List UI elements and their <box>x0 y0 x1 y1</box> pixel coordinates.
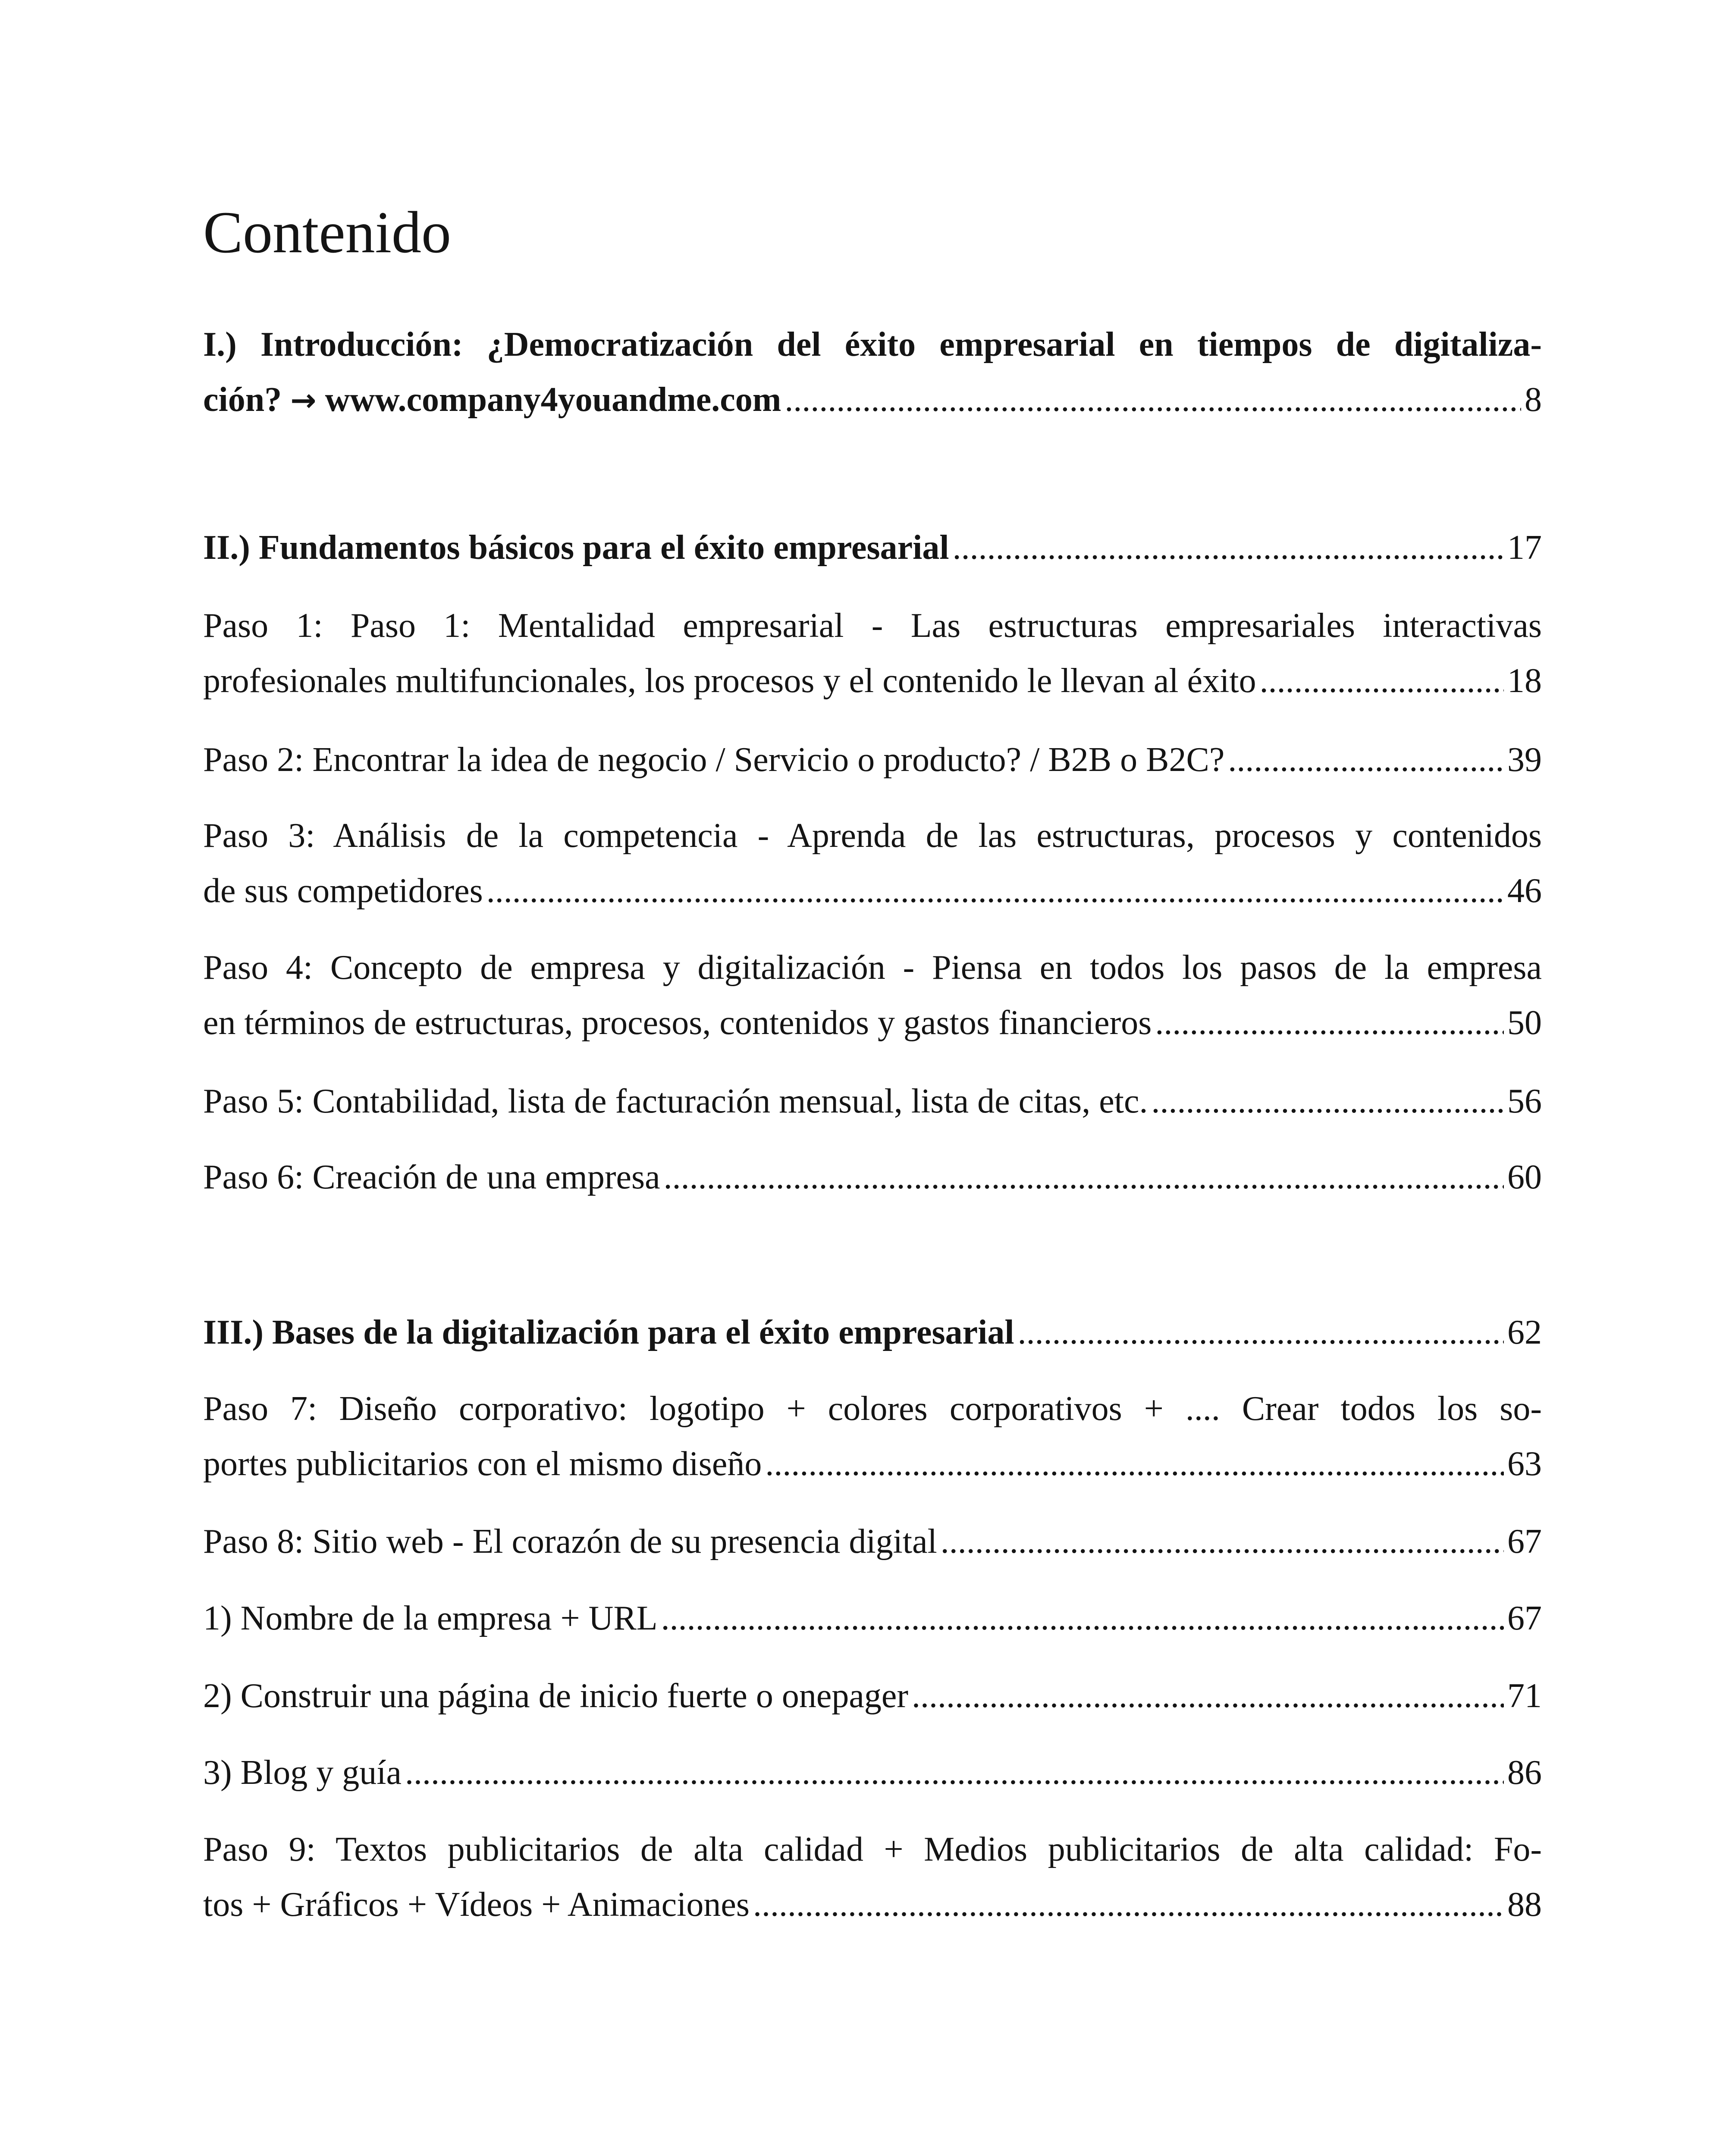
toc-entry-text: II.) Fundamentos básicos para el éxito empresarial <box>203 529 949 567</box>
toc-page-number: 50 <box>1507 1004 1542 1042</box>
toc-entry-blog-guia[interactable] <box>203 1745 1542 1800</box>
toc-entry-paso-5[interactable] <box>203 1074 1542 1129</box>
toc-entry-text: Paso 3: Análisis de la competencia - Aprenda de las estructuras, procesos y contenidos <box>203 817 1542 855</box>
arrow-right-icon: → <box>290 382 317 418</box>
toc-entry-text: Paso 9: Textos publicitarios de alta calidad + Medios publicitarios de alta calidad: Fo- <box>203 1830 1542 1868</box>
toc-page-number: 63 <box>1507 1445 1542 1483</box>
toc-page-number: 17 <box>1507 529 1542 567</box>
toc-entry-text: tos + Gráficos + Vídeos + Animaciones <box>203 1886 750 1924</box>
page-title: Contenido <box>203 199 451 265</box>
toc-page-number: 8 <box>1525 381 1542 419</box>
toc-entry-text: portes publicitarios con el mismo diseño <box>203 1445 762 1483</box>
dot-leader <box>753 1877 1504 1932</box>
dot-leader <box>1155 995 1504 1050</box>
toc-page-number: 62 <box>1507 1313 1542 1351</box>
toc-page-number: 86 <box>1507 1754 1542 1792</box>
toc-entry-paso-9[interactable] <box>203 1822 1542 1932</box>
toc-entry-bases-digitalizacion[interactable] <box>203 1305 1542 1360</box>
toc-page-number: 18 <box>1507 662 1542 700</box>
toc-entry-text: Paso 8: Sitio web - El corazón de su presencia digital <box>203 1523 937 1561</box>
toc-entry-text: de sus competidores <box>203 872 483 910</box>
toc-entry-text: III.) Bases de la digitalización para el éxito empresarial <box>203 1313 1014 1351</box>
toc-entry-text: I.) Introducción: ¿Democratización del éxito empresarial en tiempos de digitaliza- <box>203 326 1542 364</box>
toc-page-number: 67 <box>1507 1523 1542 1561</box>
toc-entry-paso-8[interactable] <box>203 1514 1542 1569</box>
toc-page-number: 46 <box>1507 872 1542 910</box>
dot-leader <box>486 863 1504 918</box>
toc-entry-introduccion[interactable] <box>203 317 1542 428</box>
toc-entry-paso-7[interactable] <box>203 1381 1542 1492</box>
toc-entry-text: 3) Blog y guía <box>203 1754 402 1792</box>
toc-entry-paso-1[interactable] <box>203 598 1542 708</box>
toc-entry-text: 1) Nombre de la empresa + URL <box>203 1599 658 1637</box>
toc-entry-nombre-url[interactable] <box>203 1591 1542 1646</box>
toc-entry-text: Paso 5: Contabilidad, lista de facturación mensual, lista de citas, etc. <box>203 1082 1148 1120</box>
toc-page-number: 60 <box>1507 1158 1542 1196</box>
toc-entry-pagina-inicio[interactable] <box>203 1668 1542 1724</box>
dot-leader <box>912 1668 1504 1724</box>
toc-entry-text: Paso 2: Encontrar la idea de negocio / Servicio o producto? / B2B o B2C? <box>203 741 1225 779</box>
dot-leader <box>405 1745 1504 1800</box>
toc-entry-fundamentos[interactable] <box>203 520 1542 575</box>
dot-leader <box>1152 1074 1504 1129</box>
dot-leader <box>1018 1305 1504 1360</box>
toc-page-number: 67 <box>1507 1599 1542 1637</box>
dot-leader <box>941 1514 1504 1569</box>
toc-entry-link: www.company4youandme.com <box>316 381 781 419</box>
toc-entry-paso-6[interactable] <box>203 1150 1542 1205</box>
toc-entry-text: Paso 4: Concepto de empresa y digitalización - Piensa en todos los pasos de la empresa <box>203 949 1542 987</box>
toc-entry-text: 2) Construir una página de inicio fuerte o onepager <box>203 1677 908 1715</box>
toc-page-number: 56 <box>1507 1082 1542 1120</box>
dot-leader <box>1228 732 1504 787</box>
toc-entry-paso-2[interactable] <box>203 732 1542 787</box>
toc-page-number: 39 <box>1507 741 1542 779</box>
toc-page-number: 71 <box>1507 1677 1542 1715</box>
toc-entry-text: ción? <box>203 381 291 419</box>
toc-entry-paso-3[interactable] <box>203 808 1542 918</box>
toc-entry-text: Paso 1: Paso 1: Mentalidad empresarial - Las estructuras empresariales interactivas <box>203 607 1542 645</box>
toc-entry-text: Paso 6: Creación de una empresa <box>203 1158 660 1196</box>
dot-leader <box>661 1591 1504 1646</box>
dot-leader <box>765 1436 1504 1492</box>
dot-leader <box>664 1150 1504 1205</box>
dot-leader <box>953 520 1504 575</box>
toc-entry-paso-4[interactable] <box>203 940 1542 1050</box>
dot-leader <box>784 372 1521 427</box>
toc-entry-text: en términos de estructuras, procesos, contenidos y gastos financieros <box>203 1004 1152 1042</box>
dot-leader <box>1260 653 1504 708</box>
toc-entry-text: Paso 7: Diseño corporativo: logotipo + colores corporativos + .... Crear todos los so- <box>203 1390 1542 1428</box>
toc-entry-text: profesionales multifuncionales, los procesos y el contenido le llevan al éxito <box>203 662 1256 700</box>
toc-page-number: 88 <box>1507 1886 1542 1924</box>
